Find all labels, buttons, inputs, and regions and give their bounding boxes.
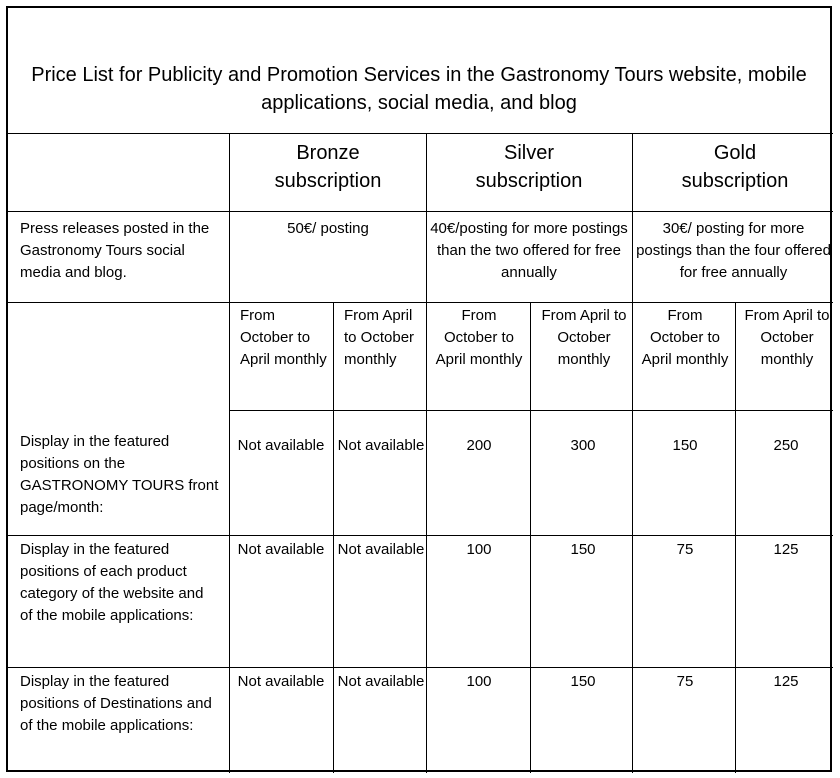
divider bbox=[530, 302, 531, 773]
press-silver: 40€/posting for more postings than the two offered for free annually bbox=[430, 220, 628, 281]
press-gold: 30€/ posting for more postings than the four offered for free annually bbox=[636, 220, 831, 281]
table-cell: 100 bbox=[466, 673, 492, 690]
period-silver-oct-apr: From October to April monthly bbox=[435, 307, 523, 368]
period-gold-oct-apr: From October to April monthly bbox=[641, 307, 729, 368]
divider bbox=[632, 133, 633, 773]
table-cell: Not available bbox=[237, 437, 325, 454]
table-cell: 75 bbox=[676, 541, 694, 558]
table-cell: 125 bbox=[773, 673, 799, 690]
divider bbox=[7, 667, 833, 668]
table-cell: Not available bbox=[337, 437, 425, 454]
table-cell: 150 bbox=[570, 541, 596, 558]
divider bbox=[7, 133, 833, 134]
divider bbox=[735, 302, 736, 773]
period-gold-apr-oct: From April to October monthly bbox=[744, 307, 830, 368]
table-cell: Not available bbox=[337, 541, 425, 558]
divider bbox=[7, 535, 833, 536]
table-cell: 125 bbox=[773, 541, 799, 558]
divider bbox=[229, 410, 833, 411]
divider bbox=[7, 302, 833, 303]
period-bronze-oct-apr: From October to April monthly bbox=[240, 307, 327, 368]
press-label: Press releases posted in the Gastronomy Tours social media and blog. bbox=[20, 220, 210, 281]
divider bbox=[7, 211, 833, 212]
table-cell: Not available bbox=[237, 541, 325, 558]
table-cell: Not available bbox=[237, 673, 325, 690]
table-cell: 75 bbox=[676, 673, 694, 690]
table-cell: 250 bbox=[773, 437, 799, 454]
period-bronze-apr-oct: From April to October monthly bbox=[344, 307, 415, 368]
page-title: Price List for Publicity and Promotion Services in the Gastronomy Tours website, mobile applications, social media, and blog bbox=[31, 64, 807, 114]
table-cell: 100 bbox=[466, 541, 492, 558]
header-gold: Gold subscription bbox=[681, 142, 789, 192]
row-label: Display in the featured positions of Destinations and of the mobile applications: bbox=[20, 673, 212, 734]
header-bronze: Bronze subscription bbox=[274, 142, 382, 192]
divider bbox=[426, 133, 427, 773]
table-cell: 150 bbox=[672, 437, 698, 454]
table-cell: 300 bbox=[570, 437, 596, 454]
table-cell: 200 bbox=[466, 437, 492, 454]
row-label: Display in the featured positions of each product category of the website and of the mobile applications: bbox=[20, 541, 204, 624]
table-cell: 150 bbox=[570, 673, 596, 690]
divider bbox=[333, 302, 334, 773]
press-bronze: 50€/ posting bbox=[287, 220, 369, 237]
period-silver-apr-oct: From April to October monthly bbox=[541, 307, 627, 368]
divider bbox=[229, 133, 230, 773]
header-silver: Silver subscription bbox=[475, 142, 583, 192]
table-cell: Not available bbox=[337, 673, 425, 690]
row-label: Display in the featured positions on the GASTRONOMY TOURS front page/month: bbox=[20, 433, 219, 516]
